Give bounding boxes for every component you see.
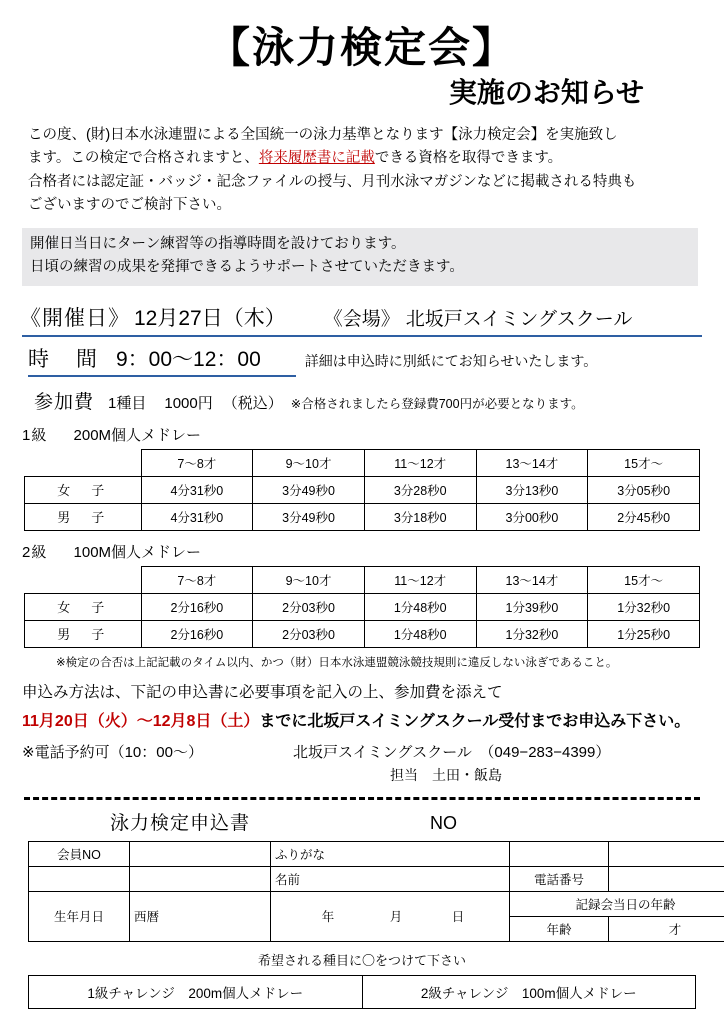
telephone-row	[22, 741, 724, 762]
time-cell: 3分13秒0	[476, 476, 588, 503]
form-phone-label: 電話番号	[510, 866, 609, 891]
fee-label: 参加費	[34, 391, 95, 413]
grade1-event: 200M個人メドレー	[73, 426, 202, 444]
grade2-event: 100M個人メドレー	[73, 543, 202, 561]
table-row	[29, 841, 724, 866]
event-time-note: 詳細は申込時に別紙にてお知らせいたします。	[304, 352, 598, 369]
form-day-label: 日	[451, 910, 465, 925]
grade2-heading	[22, 541, 724, 562]
time-cell: 1分48秒0	[364, 620, 476, 647]
time-cell: 2分03秒0	[253, 620, 365, 647]
page-title: 【泳力検定会】	[207, 24, 516, 71]
header-age-cell: 13〜14才	[476, 449, 588, 476]
table-row	[29, 866, 724, 891]
time-cell: 2分16秒0	[141, 593, 253, 620]
form-birth-fields[interactable]	[271, 891, 510, 941]
table-header-row	[25, 566, 700, 593]
grade2-name: 2級	[22, 543, 48, 561]
grade2-times-table	[24, 566, 700, 648]
apply-period-rest: までに北坂戸スイミングスクール受付までお申込み下さい。	[259, 712, 691, 730]
criteria-note: ※検定の合否は上記記載のタイム以内、かつ（財）日本水泳連盟競泳競技規則に違反しない泳ぎであること。	[56, 656, 618, 669]
event-choice-table[interactable]	[28, 975, 696, 1009]
event-time-row	[0, 343, 724, 373]
time-cell: 3分00秒0	[476, 503, 588, 530]
form-birth-label: 生年月日	[29, 891, 130, 941]
school-phone: 北坂戸スイミングスクール （049−283−4399）	[292, 743, 611, 761]
event-venue-value: 北坂戸スイミングスクール	[405, 308, 633, 330]
event-info-row	[0, 302, 724, 332]
table-row	[25, 593, 700, 620]
header-blank-cell	[25, 566, 142, 593]
form-era-label: 西暦	[130, 891, 271, 941]
apply-period: 11月20日（火）〜12月8日（土）	[22, 712, 260, 730]
apply-instruction-line-1: 申込み方法は、下記の申込書に必要事項を記入の上、参加費を添えて	[22, 683, 503, 701]
intro-line-3: 合格者には認定証・バッジ・記念ファイルの授与、月刊水泳マガジンなどに掲載される特典も	[28, 173, 637, 190]
cut-line-divider	[24, 797, 700, 800]
time-cell: 3分18秒0	[364, 503, 476, 530]
table-row	[29, 891, 724, 916]
event-time-value: 9：00〜12：00	[116, 347, 261, 371]
row-label-male: 男 子	[25, 620, 142, 647]
header-blank-cell	[25, 449, 142, 476]
intro-line-1: この度、(財)日本水泳連盟による全国統一の泳力基準となります【泳力検定会】を実施致し	[28, 126, 618, 143]
form-no-label: NO	[430, 812, 458, 833]
form-member-no-input-2[interactable]	[130, 866, 271, 891]
time-cell: 2分16秒0	[141, 620, 253, 647]
form-furigana-label: ふりがな	[271, 841, 510, 866]
time-cell: 3分49秒0	[253, 503, 365, 530]
grade1-heading	[22, 424, 724, 445]
time-cell: 2分45秒0	[588, 503, 700, 530]
time-underline-rule	[28, 375, 296, 377]
row-label-male: 男 子	[25, 503, 142, 530]
highlight-box	[22, 228, 698, 286]
form-year-label: 年	[321, 910, 335, 925]
apply-instruction-line-2	[22, 708, 724, 731]
intro-paragraph	[28, 124, 698, 218]
header-age-cell: 11〜12才	[364, 449, 476, 476]
form-age-label: 年齢	[510, 916, 609, 941]
choice-grade2-cell[interactable]: 2級チャレンジ 100m個人メドレー	[362, 975, 696, 1008]
intro-line-2-a: ます。この検定で合格されますと、	[28, 150, 259, 167]
header-age-cell: 11〜12才	[364, 566, 476, 593]
fee-note: ※合格されましたら登録費700円が必要となります。	[290, 396, 584, 411]
highlight-line-1: 開催日当日にターン練習等の指導時間を設けております。	[30, 235, 406, 252]
intro-line-2-b: できる資格を取得できます。	[374, 150, 563, 167]
choice-grade1-cell[interactable]: 1級チャレンジ 200m個人メドレー	[29, 975, 363, 1008]
table-row	[25, 620, 700, 647]
event-divider-rule	[22, 335, 702, 337]
choice-note: 希望される種目に〇をつけて下さい	[257, 952, 466, 968]
intro-line-2	[28, 147, 698, 170]
form-phone-input-top[interactable]	[609, 841, 724, 866]
table-row	[29, 975, 696, 1008]
header-age-cell: 15才〜	[588, 566, 700, 593]
form-age-on-day-label: 記録会当日の年齢	[510, 891, 724, 916]
event-date-value: 12月27日（木）	[134, 306, 286, 330]
form-name-label: 名前	[271, 866, 510, 891]
intro-line-2-highlight: 将来履歴書に記載	[258, 150, 375, 167]
form-title: 泳力検定申込書	[110, 812, 251, 834]
time-cell: 3分28秒0	[364, 476, 476, 503]
header-age-cell: 9〜10才	[253, 449, 365, 476]
page-subtitle: 実施のお知らせ	[448, 77, 644, 109]
form-phone-input[interactable]	[609, 866, 724, 891]
fee-price: 1000円	[164, 394, 213, 412]
form-member-no-label: 会員NO	[29, 841, 130, 866]
fee-row	[0, 387, 724, 414]
fee-item: 1種目	[108, 394, 147, 412]
header-age-cell: 15才〜	[588, 449, 700, 476]
time-cell: 1分39秒0	[476, 593, 588, 620]
form-month-label: 月	[389, 910, 403, 925]
grade1-times-table	[24, 449, 700, 531]
application-form-table[interactable]	[28, 841, 724, 942]
time-cell: 1分32秒0	[476, 620, 588, 647]
form-phone-label-spacer	[510, 841, 609, 866]
time-cell: 1分32秒0	[588, 593, 700, 620]
form-age-unit: 才	[609, 916, 724, 941]
time-cell: 1分48秒0	[364, 593, 476, 620]
header-age-cell: 13〜14才	[476, 566, 588, 593]
header-age-cell: 7〜8才	[141, 449, 253, 476]
intro-line-4: ございますのでご検討下さい。	[28, 197, 231, 214]
form-member-no-input[interactable]	[130, 841, 271, 866]
row-label-female: 女 子	[25, 593, 142, 620]
row-label-female: 女 子	[25, 476, 142, 503]
table-header-row	[25, 449, 700, 476]
time-cell: 2分03秒0	[253, 593, 365, 620]
table-row	[25, 476, 700, 503]
title-block	[0, 0, 724, 110]
telephone-note: ※電話予約可（10：00〜）	[22, 743, 203, 761]
event-date-label: 《開催日》	[20, 306, 130, 330]
form-member-no-blank[interactable]	[29, 866, 130, 891]
header-age-cell: 9〜10才	[253, 566, 365, 593]
table-row	[25, 503, 700, 530]
fee-tax: （税込）	[222, 394, 283, 412]
staff-note: 担当 土田・飯島	[390, 766, 502, 783]
time-cell: 1分25秒0	[588, 620, 700, 647]
event-time-label: 時 間	[28, 347, 100, 371]
time-cell: 4分31秒0	[141, 476, 253, 503]
header-age-cell: 7〜8才	[141, 566, 253, 593]
highlight-line-2: 日頃の練習の成果を発揮できるようサポートさせていただきます。	[30, 259, 464, 276]
time-cell: 3分49秒0	[253, 476, 365, 503]
form-title-row	[0, 808, 724, 835]
time-cell: 4分31秒0	[141, 503, 253, 530]
grade1-name: 1級	[22, 426, 48, 444]
event-venue-label: 《会場》	[323, 308, 400, 330]
time-cell: 3分05秒0	[588, 476, 700, 503]
